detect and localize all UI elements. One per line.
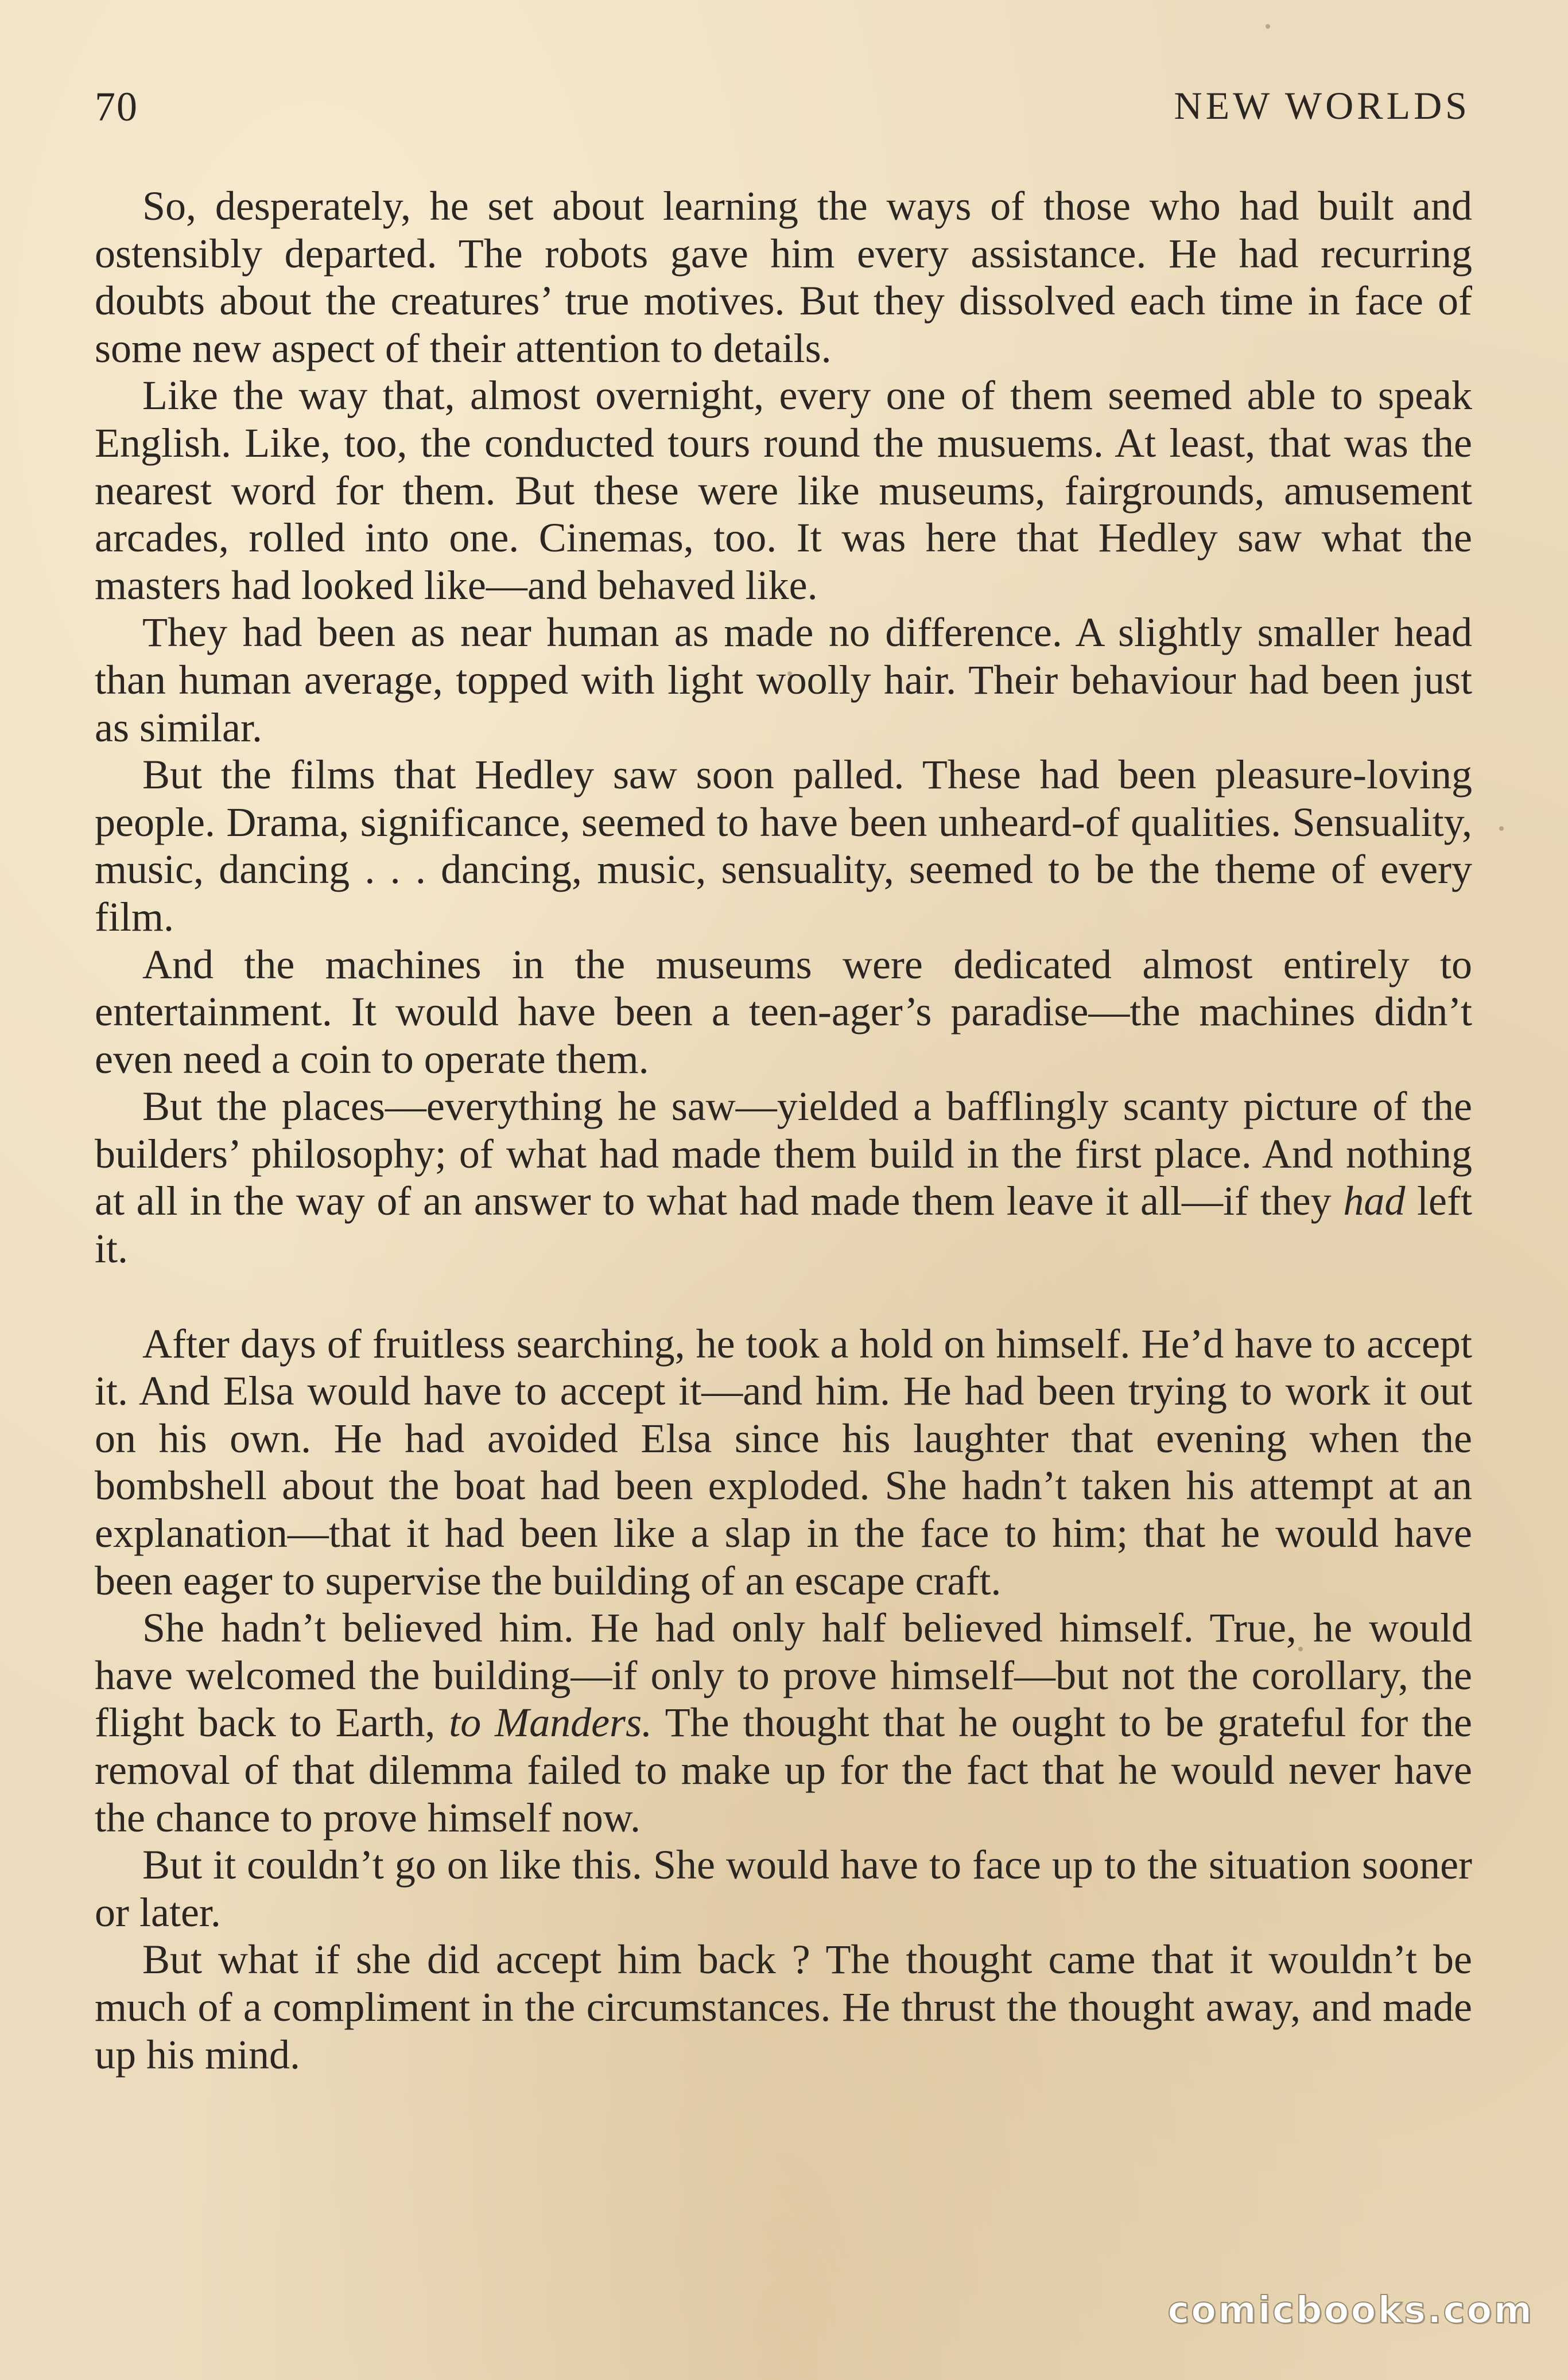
paragraph-text: But the places—everything he saw—yielded a bafflingly scanty picture of the builders’ philosophy; of what had made them build in the first place. And nothing at all in the way of an answer to what had made them leave it all—if they (95, 1083, 1472, 1224)
paper-speck (787, 671, 792, 676)
paragraph-text: She hadn’t believed him. He had only half believed himself. True, he would have welcomed the building—if only to prove himself—but not the corollary, the flight back to Earth, (95, 1605, 1472, 1746)
paragraph-text: So, desperately, he set about learning the ways of those who had built and ostensibly departed. The robots gave him every assistance. He had recurring doubts about the creatures’ true motives. But they dissolved each time in face of some new aspect of their attention to details. (95, 183, 1472, 371)
paragraph-text: Like the way that, almost overnight, every one of them seemed able to speak English. Like, too, the conducted tours round the musuems. At least, that was the nearest word for them. But these were like museums, fairgrounds, amusement arcades, rolled into one. Cinemas, too. It was here that Hedley saw what the masters had looked like—and behaved like. (95, 372, 1472, 608)
paragraph-text: But the films that Hedley saw soon palled. These had been pleasure-loving people. Drama, significance, seemed to have been unheard-of qualities. Sensuality, music, dancing . . . dancing, music, sensuality, seemed to be the theme of every film. (95, 752, 1472, 940)
paragraph (95, 751, 1472, 940)
paragraph (95, 941, 1472, 1083)
paragraph (95, 1320, 1472, 1605)
watermark-logo: comicbooks.com (1167, 2289, 1534, 2332)
paragraph (95, 1083, 1472, 1272)
paragraph (95, 1604, 1472, 1841)
running-head: NEW WORLDS (1174, 84, 1470, 127)
italic-text: had (1343, 1178, 1406, 1224)
paragraph (95, 609, 1472, 751)
paragraph (95, 1841, 1472, 1936)
paragraph (95, 182, 1472, 372)
body-text (95, 182, 1472, 2078)
paragraph-text: But it couldn’t go on like this. She would have to face up to the situation sooner or later. (95, 1842, 1472, 1935)
paragraph (95, 372, 1472, 609)
paragraph-text: The thought that he ought to be grateful for the removal of that dilemma failed to make up for the fact that he would never have the chance to prove himself now. (95, 1700, 1473, 1841)
paper-speck (1298, 1647, 1303, 1651)
paragraph-text: After days of fruitless searching, he took a hold on himself. He’d have to accept it. And Elsa would have to accept it—and him. He had been trying to work it out on his own. He had avoided Elsa since his laughter that evening when the bombshell about the boat had been exploded. She hadn’t taken his attempt at an explanation—that it had been like a slap in the face to him; that he would have been eager to supervise the building of an escape craft. (95, 1320, 1472, 1604)
page-number: 70 (95, 84, 138, 130)
paragraph-text: And the machines in the museums were dedicated almost entirely to entertainment. It would have been a teen-ager’s paradise—the machines didn’t even need a coin to operate them. (95, 941, 1472, 1082)
paragraph (95, 1936, 1472, 2078)
paragraph-text: left it. (95, 1178, 1472, 1272)
paper-speck (1266, 24, 1270, 29)
italic-text: to Manders. (449, 1700, 653, 1746)
paragraph-text: But what if she did accept him back ? The thought came that it wouldn’t be much of a compliment in the circumstances. He thrust the thought away, and made up his mind. (95, 1936, 1472, 2078)
paragraph-text: They had been as near human as made no difference. A slightly smaller head than human average, topped with light woolly hair. Their behaviour had been just as similar. (95, 609, 1472, 750)
paper-speck (1499, 826, 1504, 831)
